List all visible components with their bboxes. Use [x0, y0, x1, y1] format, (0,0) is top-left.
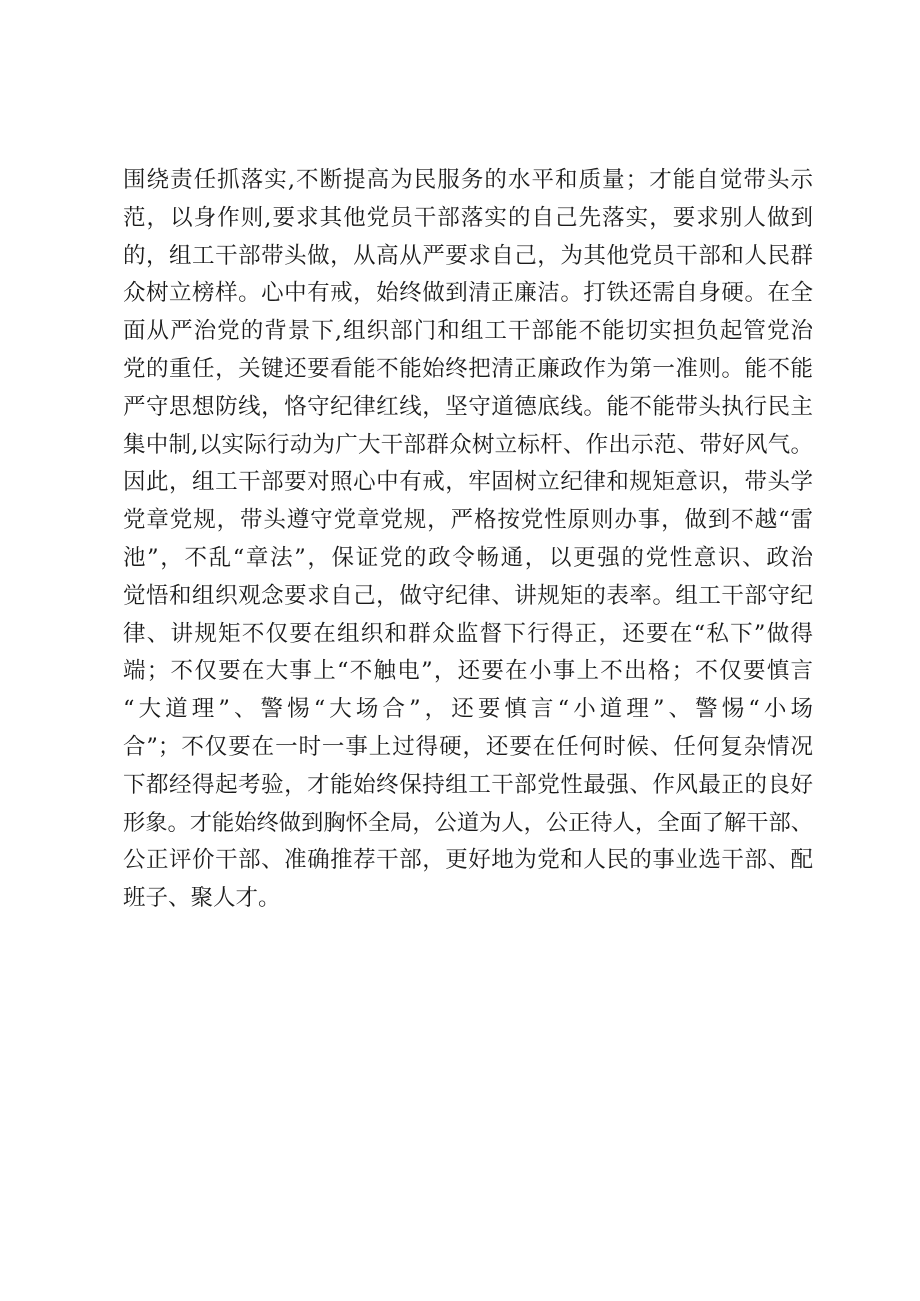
paragraph-line-14: 端；不仅要在大事上“不触电”，还要在小事上不出格；不仅要慎言 [123, 658, 813, 685]
paragraph-line-18: 形象。才能始终做到胸怀全局，公道为人，公正待人，全面了解干部、 [123, 809, 813, 836]
paragraph-line-6: 党的重任，关键还要看能不能始终把清正廉政作为第一准则。能不能 [123, 355, 813, 382]
paragraph-line-17: 下都经得起考验，才能始终保持组工干部党性最强、作风最正的良好 [123, 771, 813, 798]
paragraph-line-7: 严守思想防线，恪守纪律红线，坚守道德底线。能不能带头执行民主 [123, 393, 813, 420]
paragraph-line-15: “大道理”、警惕“大场合”，还要慎言“小道理”、警惕“小场 [123, 696, 813, 723]
paragraph-line-4: 众树立榜样。心中有戒，始终做到清正廉洁。打铁还需自身硬。在全 [123, 280, 813, 307]
paragraph-line-3: 的，组工干部带头做，从高从严要求自己，为其他党员干部和人民群 [123, 242, 813, 269]
paragraph-line-10: 党章党规，带头遵守党章党规，严格按党性原则办事，做到不越“雷 [123, 507, 813, 534]
paragraph-line-2: 范，以身作则,要求其他党员干部落实的自己先落实，要求别人做到 [123, 204, 813, 231]
paragraph-line-8: 集中制,以实际行动为广大干部群众树立标杆、作出示范、带好风气。 [123, 431, 813, 458]
paragraph-line-16: 合”；不仅要在一时一事上过得硬，还要在任何时候、任何复杂情况 [123, 733, 813, 760]
paragraph-line-20: 班子、聚人才。 [123, 885, 281, 912]
paragraph-line-9: 因此，组工干部要对照心中有戒，牢固树立纪律和规矩意识，带头学 [123, 469, 813, 496]
body-paragraph [123, 162, 813, 918]
paragraph-line-19: 公正评价干部、准确推荐干部，更好地为党和人民的事业选干部、配 [123, 847, 813, 874]
paragraph-line-11: 池”，不乱“章法”，保证党的政令畅通，以更强的党性意识、政治 [123, 544, 813, 571]
paragraph-line-12: 觉悟和组织观念要求自己，做守纪律、讲规矩的表率。组工干部守纪 [123, 582, 813, 609]
paragraph-line-5: 面从严治党的背景下,组织部门和组工干部能不能切实担负起管党治 [123, 318, 813, 345]
paragraph-line-1: 围绕责任抓落实,不断提高为民服务的水平和质量；才能自觉带头示 [123, 167, 813, 193]
paragraph-line-13: 律、讲规矩不仅要在组织和群众监督下行得正，还要在“私下”做得 [123, 620, 813, 647]
